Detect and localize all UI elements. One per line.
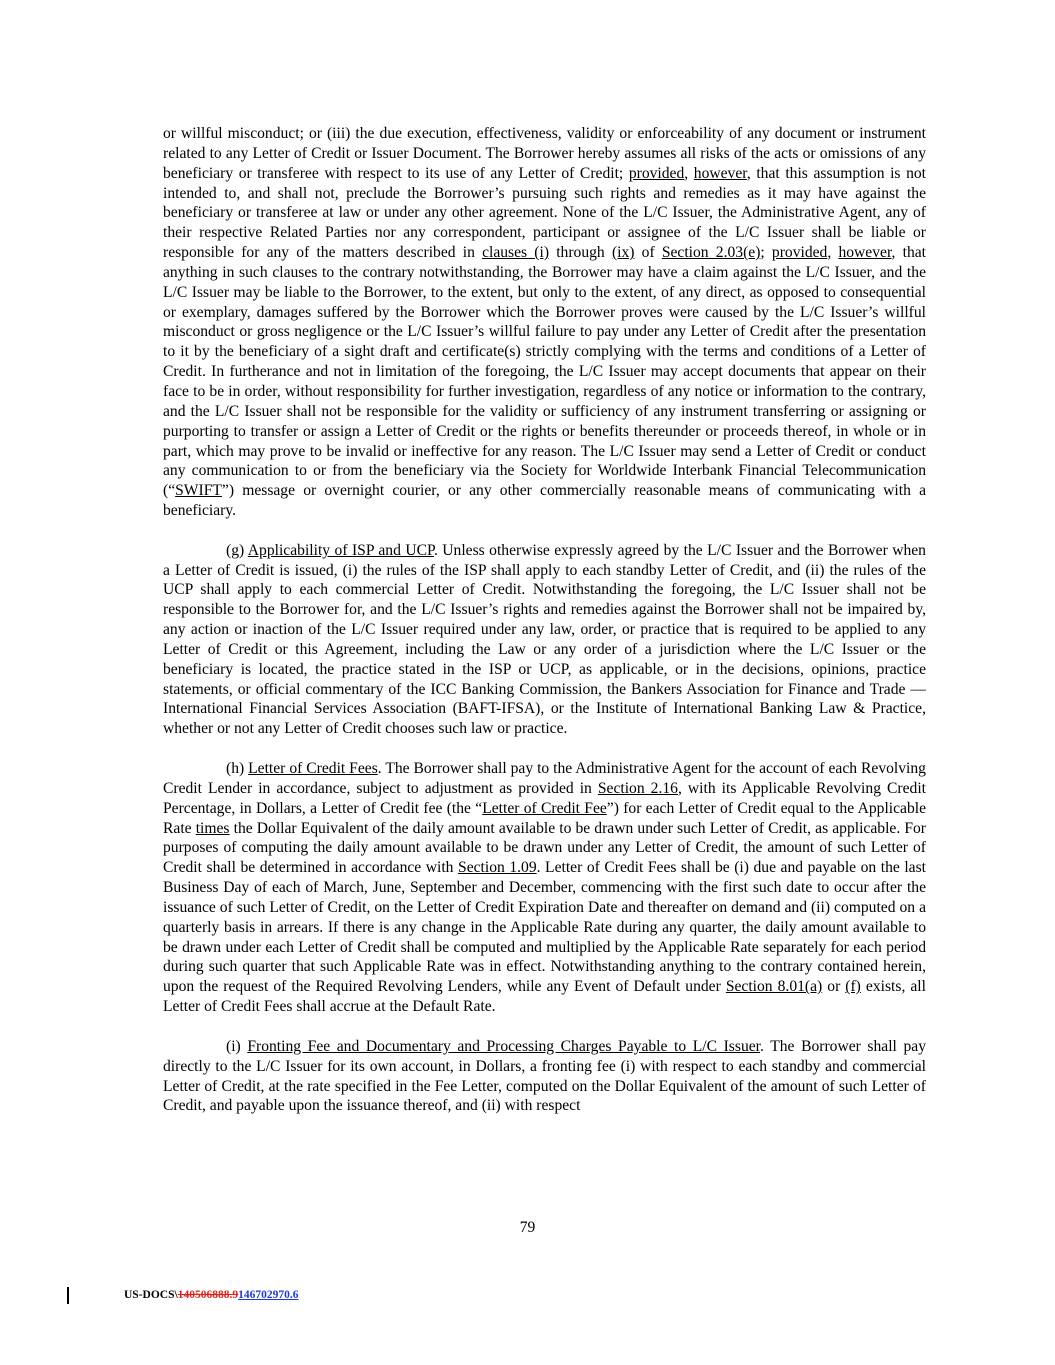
paragraph-h: (h) Letter of Credit Fees. The Borrower shall pay to the Administrative Agent for the account of each Revolving Credit Lender in accordance, subject to adjustment as provided in Section 2.16, with its Applicable Revolving Credit Percentage, in Dollars, a Letter of Credit fee (the “Letter of Credit Fee”) for each Letter of Credit equal to the Applicable Rate times the Dollar Equivalent of the daily amount available to be drawn under such Letter of Credit, as applicable. For purposes of computing the daily amount available to be drawn under any Letter of Credit, the amount of such Letter of Credit shall be determined in accordance with Section 1.09. Letter of Credit Fees shall be (i) due and payable on the last Business Day of each of March, June, September and December, commencing with the first such date to occur after the issuance of such Letter of Credit, on the Letter of Credit Expiration Date and thereafter on demand and (ii) computed on a quarterly basis in arrears. If there is any change in the Applicable Rate during any quarter, the daily amount available to be drawn under each Letter of Credit shall be computed and multiplied by the Applicable Rate separately for each period during such quarter that such Applicable Rate was in effect. Notwithstanding anything to the contrary contained herein, upon the request of the Required Revolving Lenders, while any Event of Default under Section 8.01(a) or (f) exists, all Letter of Credit Fees shall accrue at the Default Rate. <box>163 760 926 1016</box>
paragraph-heading: Letter of Credit Fees <box>248 760 378 777</box>
paragraph-i: (i) Fronting Fee and Documentary and Processing Charges Payable to L/C Issuer. The Borrower shall pay directly to the L/C Issuer for its own account, in Dollars, a fronting fee (i) with respect to each standby and commercial Letter of Credit, at the rate specified in the Fee Letter, computed on the Dollar Equivalent of the amount of such Letter of Credit, and payable upon the issuance thereof, and (ii) with respect <box>163 1037 926 1115</box>
clause-reference: (f) <box>845 978 861 996</box>
paragraph-g: (g) Applicability of ISP and UCP. Unless otherwise expressly agreed by the L/C Issuer and the Borrower when a Letter of Credit is issued, (i) the rules of the ISP shall apply to each standby Letter of Credit, and (ii) the rules of the UCP shall apply to each commercial Letter of Credit. Notwithstanding the foregoing, the L/C Issuer shall not be responsible to the Borrower for, and the L/C Issuer’s rights and remedies against the Borrower shall not be impaired by, any action or inaction of the L/C Issuer required under any law, order, or practice that is required to be applied to any Letter of Credit or this Agreement, including the Law or any order of a jurisdiction where the L/C Issuer or the beneficiary is located, the practice stated in the ISP or UCP, as applicable, or in the decisions, opinions, practice statements, or official commentary of the ICC Banking Commission, the Bankers Association for Finance and Trade — International Financial Services Association (BAFT-IFSA), or the Institute of International Banking Law & Practice, whether or not any Letter of Credit chooses such law or practice. <box>163 541 926 738</box>
provided-term: provided <box>628 164 685 182</box>
paragraph-label: (i) <box>226 1037 248 1055</box>
clauses-reference: clauses (i) <box>482 244 550 262</box>
paragraph-heading: Fronting Fee and Documentary and Processing Charges Payable to L/C Issuer <box>247 1037 760 1055</box>
provided-term: provided <box>771 244 828 262</box>
deleted-doc-id: 140506888.9 <box>177 1289 239 1301</box>
inserted-doc-id: 146702970.6 <box>238 1289 299 1301</box>
section-reference: Section 1.09 <box>458 859 537 877</box>
section-reference: Section 8.01(a) <box>725 978 823 996</box>
clause-ix-reference: (ix) <box>611 244 635 262</box>
section-reference: Section 2.16 <box>597 779 678 797</box>
defined-term: Letter of Credit Fee <box>482 799 607 817</box>
page-number: 79 <box>519 1219 536 1236</box>
document-id-footer <box>124 1289 298 1301</box>
section-reference: Section 2.03(e) <box>661 244 761 262</box>
paragraph-label: (g) <box>226 541 248 559</box>
change-bar <box>67 1287 69 1304</box>
times-term: times <box>195 819 230 837</box>
however-term: however <box>693 164 747 182</box>
footer-prefix: US-DOCS\ <box>124 1289 178 1301</box>
document-body <box>163 124 926 1136</box>
paragraph-label: (h) <box>226 760 249 777</box>
swift-defined-term: SWIFT <box>175 482 222 500</box>
however-term: however <box>838 244 892 262</box>
paragraph-f-continuation: or willful misconduct; or (iii) the due execution, effectiveness, validity or enforceability of any document or instrument related to any Letter of Credit or Issuer Document. The Borrower hereby assumes all risks of the acts or omissions of any beneficiary or transferee with respect to its use of any Letter of Credit; provided, however, that this assumption is not intended to, and shall not, preclude the Borrower’s pursuing such rights and remedies as it may have against the beneficiary or transferee at law or under any other agreement. None of the L/C Issuer, the Administrative Agent, any of their respective Related Parties nor any correspondent, participant or assignee of the L/C Issuer shall be liable or responsible for any of the matters described in clauses (i) through (ix) of Section 2.03(e); provided, however, that anything in such clauses to the contrary notwithstanding, the Borrower may have a claim against the L/C Issuer, and the L/C Issuer may be liable to the Borrower, to the extent, but only to the extent, of any direct, as opposed to consequential or exemplary, damages suffered by the Borrower which the Borrower proves were caused by the L/C Issuer’s willful misconduct or gross negligence or the L/C Issuer’s willful failure to pay under any Letter of Credit after the presentation to it by the beneficiary of a sight draft and certificate(s) strictly complying with the terms and conditions of a Letter of Credit. In furtherance and not in limitation of the foregoing, the L/C Issuer may accept documents that appear on their face to be in order, without responsibility for further investigation, regardless of any notice or information to the contrary, and the L/C Issuer shall not be responsible for the validity or sufficiency of any instrument transferring or assigning or purporting to transfer or assign a Letter of Credit or the rights or benefits thereunder or proceeds thereof, in whole or in part, which may prove to be invalid or ineffective for any reason. The L/C Issuer may send a Letter of Credit or conduct any communication to or from the beneficiary via the Society for Worldwide Interbank Financial Telecommunication (“SWIFT”) message or overnight courier, or any other commercially reasonable means of communicating with a beneficiary. <box>163 125 927 520</box>
paragraph-heading: Applicability of ISP and UCP <box>247 541 434 559</box>
